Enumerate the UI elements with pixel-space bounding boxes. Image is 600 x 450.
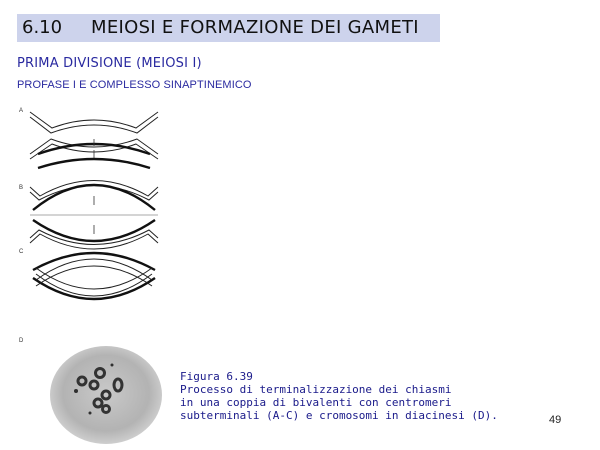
diakinesis-micrograph <box>46 343 164 446</box>
slide-subsubtitle: PROFASE I E COMPLESSO SINAPTINEMICO <box>17 79 252 91</box>
panel-label-d: D <box>19 338 24 344</box>
panel-label-a: A <box>19 108 24 114</box>
figure-caption <box>180 370 498 422</box>
caption-line: subterminali (A-C) e cromosomi in diacinesi (D). <box>180 409 498 422</box>
caption-line: Processo di terminalizzazione dei chiasmi <box>180 383 452 396</box>
caption-line: Figura 6.39 <box>180 370 253 383</box>
panel-b-drawing <box>30 181 158 250</box>
slide-subtitle: PRIMA DIVISIONE (MEIOSI I) <box>17 56 202 71</box>
caption-line: in una coppia di bivalenti con centromeri <box>180 396 452 409</box>
panel-label-c: C <box>19 249 24 255</box>
panel-a-drawing <box>30 112 158 168</box>
section-title: MEIOSI E FORMAZIONE DEI GAMETI <box>91 17 419 38</box>
section-number: 6.10 <box>22 17 63 38</box>
panel-c-drawing <box>33 253 155 299</box>
panel-label-b: B <box>19 185 24 191</box>
page-number: 49 <box>549 414 562 426</box>
